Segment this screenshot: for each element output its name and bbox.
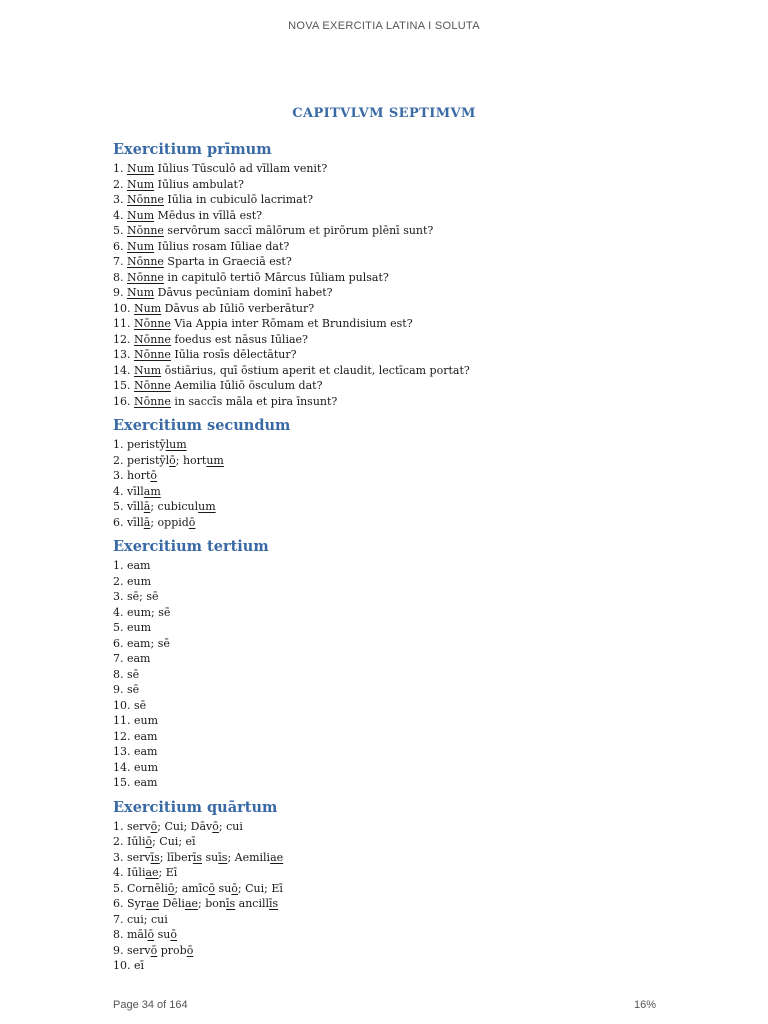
answer-line <box>113 667 713 683</box>
answer-line <box>113 499 713 515</box>
answer-line <box>113 347 713 363</box>
text-segment: 13. <box>113 348 134 361</box>
answer-line <box>113 208 713 224</box>
answer-line <box>113 834 713 850</box>
section-heading: Exercitium secundum <box>113 417 291 434</box>
answer-line <box>113 698 713 714</box>
text-segment: 1. peristȳ <box>113 438 166 451</box>
underlined-text: ō <box>169 453 176 467</box>
text-segment: 4. vīll <box>113 484 144 498</box>
underlined-text: Num <box>134 301 162 315</box>
answer-line <box>113 729 713 745</box>
underlined-text: īs <box>218 850 228 864</box>
text-segment: 2. peristȳl <box>113 453 170 467</box>
text-segment: 2. eum <box>113 574 152 588</box>
text-segment: 11. eum <box>113 714 159 727</box>
text-segment: 14. <box>113 363 134 377</box>
chapter-title: CAPITVLVM SEPTIMVM <box>292 106 476 121</box>
answer-line <box>113 589 713 605</box>
text-segment: Dāvus pecūniam dominī habet? <box>154 286 333 299</box>
answer-line <box>113 437 713 453</box>
answer-line <box>113 316 713 332</box>
answer-line <box>113 574 713 590</box>
text-segment: Iūlius ambulat? <box>154 177 244 191</box>
text-segment: 12. eam <box>113 729 158 743</box>
answer-line <box>113 192 713 208</box>
answer-line <box>113 620 713 636</box>
answer-line <box>113 285 713 301</box>
text-segment: ; Eī <box>158 866 178 879</box>
underlined-text: Nōnne <box>134 348 171 361</box>
text-segment: ; oppid <box>150 515 189 529</box>
text-segment: Dāvus ab Iūliō verberātur? <box>161 301 315 315</box>
text-segment: Sparta in Graeciā est? <box>163 255 292 268</box>
exercise-section <box>113 798 713 974</box>
text-segment: 3. sē; sē <box>113 590 159 603</box>
text-segment: 4. Iūli <box>113 866 146 879</box>
page-indicator: Page 34 of 164 <box>113 999 188 1011</box>
answer-line <box>113 896 713 912</box>
text-segment: 15. eam <box>113 776 158 789</box>
text-segment: 14. eum <box>113 760 159 774</box>
text-segment: 6. eam; sē <box>113 636 170 650</box>
text-segment: Aemilia Iūliō ōsculum dat? <box>170 379 323 392</box>
text-segment: 6. vīll <box>113 515 144 529</box>
text-segment: 6. <box>113 239 127 253</box>
text-segment: 4. eum; sē <box>113 605 171 619</box>
text-segment: 3. hort <box>113 469 151 482</box>
text-segment: Via Appia inter Rōmam et Brundisium est? <box>170 317 413 330</box>
underlined-text: ō <box>147 928 155 941</box>
underlined-text: ō <box>231 881 238 895</box>
answer-line <box>113 713 713 729</box>
underlined-text: ae <box>145 866 159 879</box>
answer-line <box>113 332 713 348</box>
answer-line <box>113 819 713 835</box>
text-segment: 6. Syr <box>113 897 146 910</box>
text-segment: ; līber <box>159 850 193 864</box>
underlined-text: ā <box>143 500 151 513</box>
text-segment: 16. <box>113 394 134 408</box>
text-segment: ; Aemili <box>227 850 271 864</box>
answer-line <box>113 363 713 379</box>
running-header: NOVA EXERCITIA LATINA I SOLUTA <box>288 20 480 32</box>
text-segment: 3. <box>113 193 127 206</box>
text-segment: ōstiārius, quī ōstium aperit et claudit, lectīcam portat? <box>161 363 470 377</box>
answer-line <box>113 881 713 897</box>
text-segment: 4. <box>113 208 127 222</box>
underlined-text: ā <box>143 515 151 529</box>
text-segment: 7. cui; cui <box>113 912 168 926</box>
answer-line <box>113 484 713 500</box>
answer-line <box>113 865 713 881</box>
underlined-text: ae <box>270 850 284 864</box>
underlined-text: um <box>206 453 224 467</box>
answer-line <box>113 254 713 270</box>
text-segment: ; cubicul <box>150 500 199 513</box>
text-segment: su <box>202 850 219 864</box>
text-segment: Iūlia rosīs dēlectātur? <box>170 348 297 361</box>
text-segment: 11. <box>113 317 134 330</box>
answer-line <box>113 958 713 974</box>
underlined-text: Num <box>127 162 155 175</box>
underlined-text: Nōnne <box>127 193 164 206</box>
underlined-text: Num <box>127 239 155 253</box>
text-segment: 12. <box>113 332 134 346</box>
underlined-text: Num <box>127 177 155 191</box>
underlined-text: Nōnne <box>134 379 171 392</box>
exercise-section <box>113 416 713 530</box>
text-segment: 1. <box>113 162 127 175</box>
answer-line <box>113 468 713 484</box>
text-segment: servōrum saccī mālōrum et pirōrum plēnī sunt? <box>163 224 434 237</box>
text-segment: ; cui <box>218 819 243 833</box>
text-segment: 5. vīll <box>113 500 144 513</box>
underlined-text: Nōnne <box>127 270 164 284</box>
underlined-text: ō <box>150 943 158 957</box>
underlined-text: Num <box>127 286 155 299</box>
text-segment: 13. eam <box>113 745 158 758</box>
underlined-text: ō <box>167 881 175 895</box>
text-segment: in capitulō tertiō Mārcus Iūliam pulsat? <box>163 270 389 284</box>
exercise-section <box>113 537 713 791</box>
text-segment: Mēdus in vīllā est? <box>154 208 263 222</box>
answer-line <box>113 394 713 410</box>
text-segment: 3. serv <box>113 850 151 864</box>
text-segment: Iūlia in cubiculō lacrimat? <box>163 193 314 206</box>
text-segment: 10. eī <box>113 959 145 972</box>
answer-line <box>113 636 713 652</box>
text-segment: 8. māl <box>113 928 148 941</box>
answer-line <box>113 651 713 667</box>
underlined-text: ō <box>212 819 219 833</box>
underlined-text: ae <box>184 897 199 910</box>
answer-line <box>113 177 713 193</box>
underlined-text: Nōnne <box>134 394 171 408</box>
answer-line <box>113 912 713 928</box>
underlined-text: Nōnne <box>127 224 164 237</box>
text-segment: 8. sē <box>113 667 140 681</box>
underlined-text: īs <box>269 897 279 910</box>
underlined-text: Num <box>127 208 155 222</box>
text-segment: 9. sē <box>113 683 140 696</box>
text-segment: ; Cui; Dāv <box>157 819 213 833</box>
underlined-text: ae <box>146 897 160 910</box>
section-heading: Exercitium prīmum <box>113 141 272 158</box>
answer-line <box>113 161 713 177</box>
underlined-text: Nōnne <box>134 317 171 330</box>
underlined-text: īs <box>150 850 160 864</box>
text-segment: 5. <box>113 224 127 237</box>
text-segment: 10. <box>113 301 134 315</box>
text-segment: in saccīs māla et pira īnsunt? <box>170 394 338 408</box>
text-segment: prob <box>157 943 187 957</box>
text-segment: ancill <box>235 897 270 910</box>
text-segment: 15. <box>113 379 134 392</box>
answer-line <box>113 515 713 531</box>
answer-line <box>113 605 713 621</box>
text-segment: ; amīc <box>174 881 209 895</box>
answer-line <box>113 927 713 943</box>
text-segment: 2. Iūli <box>113 835 146 848</box>
answer-line <box>113 943 713 959</box>
answer-line <box>113 744 713 760</box>
text-segment: 10. sē <box>113 698 147 712</box>
text-segment: ; hort <box>175 453 207 467</box>
text-segment: 8. <box>113 270 127 284</box>
underlined-text: Num <box>134 363 162 377</box>
text-segment: 1. serv <box>113 819 151 833</box>
underlined-text: ō <box>208 881 216 895</box>
underlined-text: lum <box>165 438 187 451</box>
text-segment: 1. eam <box>113 559 151 572</box>
underlined-text: ō <box>145 835 153 848</box>
answer-line <box>113 270 713 286</box>
exercise-section <box>113 140 713 409</box>
section-heading: Exercitium quārtum <box>113 798 278 816</box>
underlined-text: ō <box>188 515 196 529</box>
answer-line <box>113 239 713 255</box>
underlined-text: īs <box>192 850 203 864</box>
text-segment: 7. <box>113 255 127 268</box>
answer-line <box>113 378 713 394</box>
text-segment: 7. eam <box>113 652 151 665</box>
underlined-text: am <box>143 484 161 498</box>
text-segment: 5. eum <box>113 621 152 634</box>
answer-line <box>113 558 713 574</box>
answer-line <box>113 775 713 791</box>
underlined-text: ō <box>150 469 158 482</box>
underlined-text: um <box>198 500 216 513</box>
text-segment: Dēli <box>159 897 185 910</box>
underlined-text: īs <box>225 897 236 910</box>
answer-line <box>113 760 713 776</box>
answer-line <box>113 223 713 239</box>
reading-progress: 16% <box>633 999 656 1011</box>
text-segment: 2. <box>113 177 127 191</box>
text-segment: ; Cui; eī <box>152 835 196 848</box>
text-segment: Iūlius Tūsculō ad vīllam venit? <box>154 162 328 175</box>
underlined-text: ō <box>170 928 177 941</box>
answer-line <box>113 850 713 866</box>
underlined-text: Nōnne <box>127 255 164 268</box>
text-segment: ; Cui; Eī <box>237 881 283 895</box>
text-segment: 9. <box>113 286 127 299</box>
answer-line <box>113 682 713 698</box>
text-segment: 9. serv <box>113 943 151 957</box>
exercise-content <box>113 140 713 981</box>
underlined-text: ō <box>186 943 194 957</box>
underlined-text: ō <box>150 819 158 833</box>
text-segment: 5. Cornēli <box>113 881 168 895</box>
answer-line <box>113 301 713 317</box>
text-segment: ; bon <box>198 897 226 910</box>
text-segment: su <box>215 881 232 895</box>
text-segment: su <box>154 928 171 941</box>
section-heading: Exercitium tertium <box>113 538 269 555</box>
underlined-text: Nōnne <box>134 332 171 346</box>
answer-line <box>113 453 713 469</box>
text-segment: Iūlius rosam Iūliae dat? <box>154 239 290 253</box>
text-segment: foedus est nāsus Iūliae? <box>170 332 308 346</box>
